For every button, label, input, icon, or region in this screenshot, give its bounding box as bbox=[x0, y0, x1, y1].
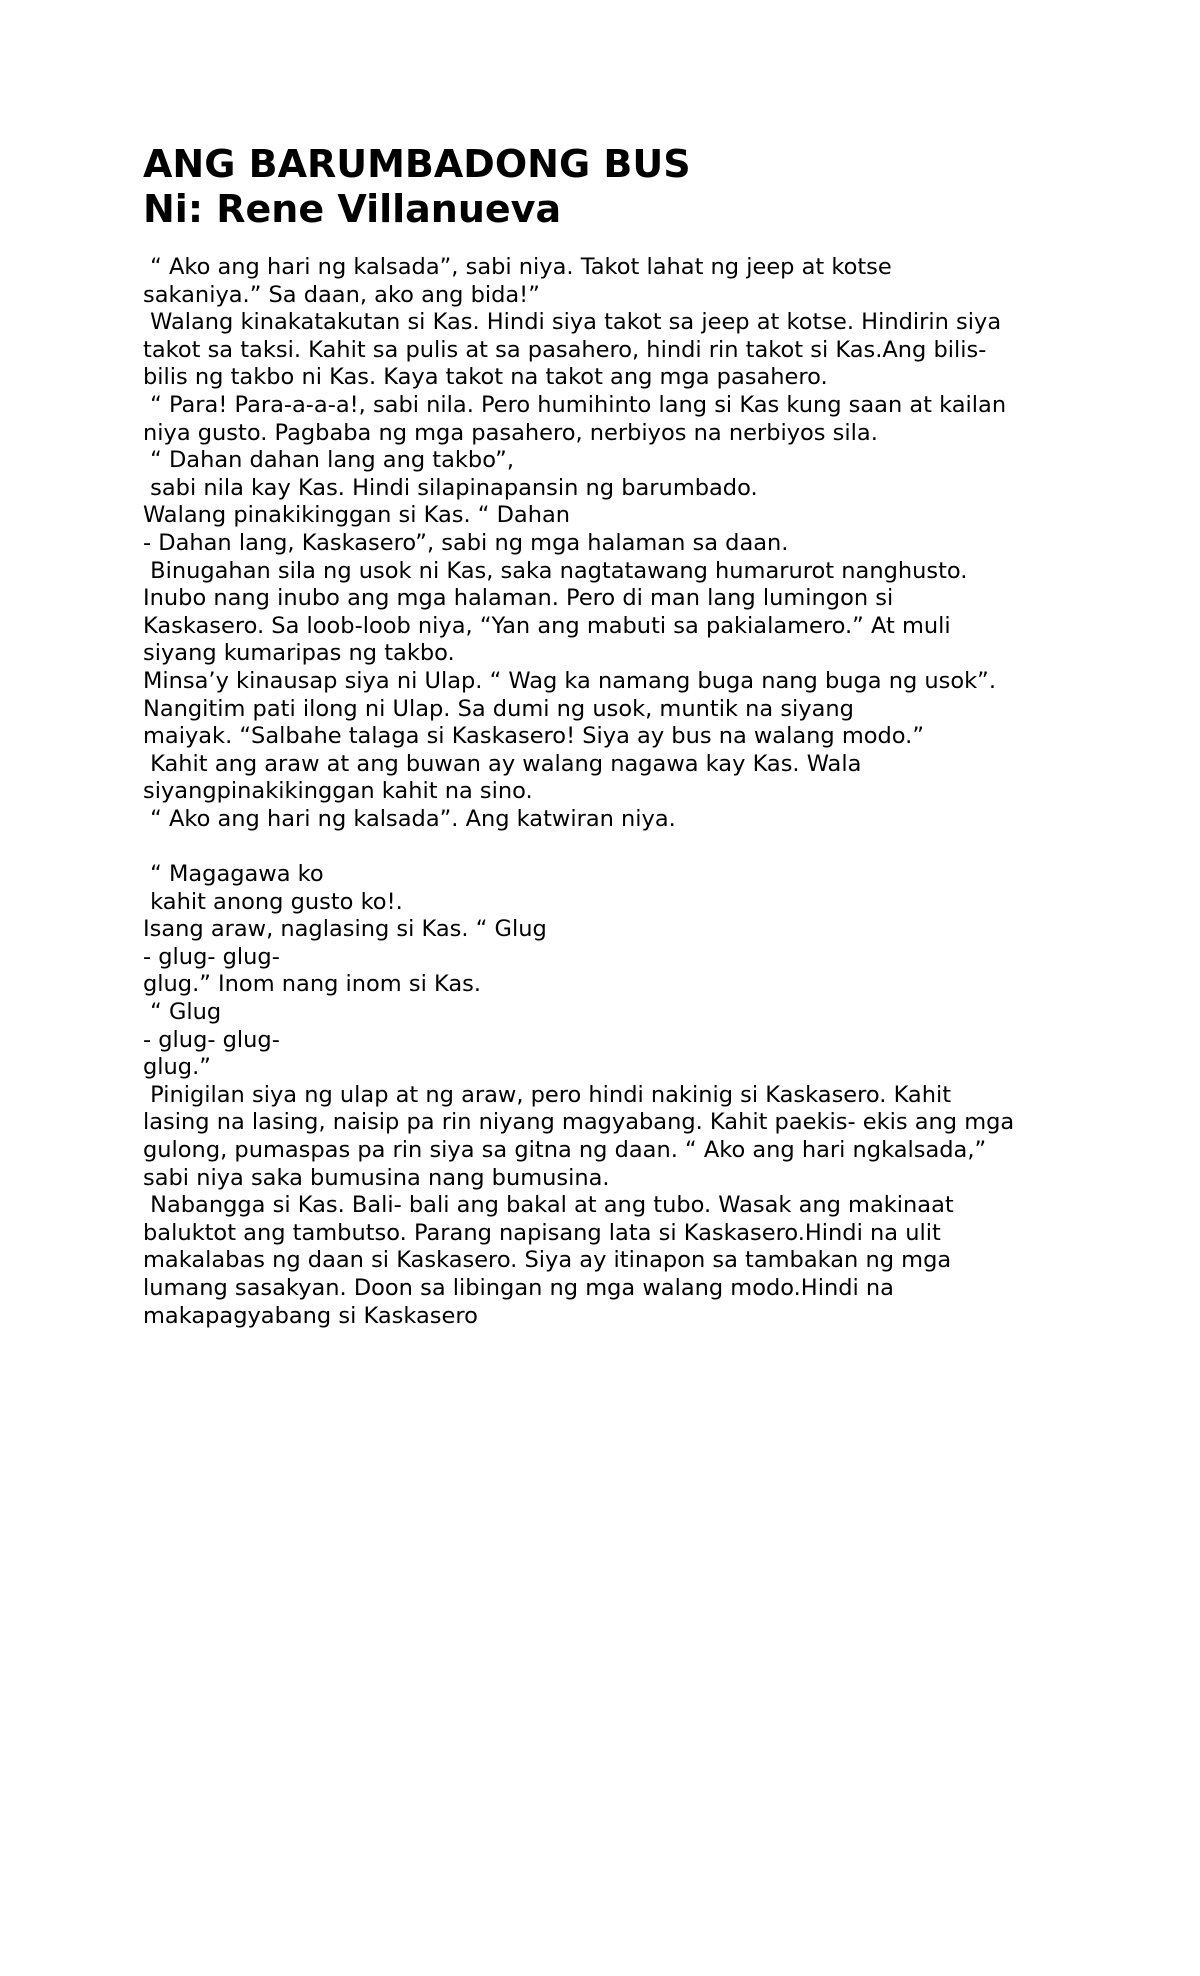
story-line: glug.” Inom nang inom si Kas. bbox=[143, 971, 482, 998]
title-line: ANG BARUMBADONG BUS bbox=[143, 142, 691, 186]
story-line: - glug- glug- bbox=[143, 1026, 280, 1053]
story-line: siyangpinakikinggan kahit na sino. bbox=[143, 778, 533, 805]
author-line: Ni: Rene Villanueva bbox=[143, 187, 562, 231]
story-line: takot sa taksi. Kahit sa pulis at sa pasahero, hindi rin takot si Kas.Ang bilis- bbox=[143, 336, 987, 363]
story-line: “ Para! Para-a-a-a!, sabi nila. Pero humihinto lang si Kas kung saan at kailan bbox=[143, 391, 1007, 418]
story-line: “ Magagawa ko bbox=[143, 861, 324, 888]
story-line: sakaniya.” Sa daan, ako ang bida!” bbox=[143, 281, 540, 308]
story-line: “ Ako ang hari ng kalsada”, sabi niya. Takot lahat ng jeep at kotse bbox=[143, 254, 892, 280]
story-line: lumang sasakyan. Doon sa libingan ng mga walang modo.Hindi na bbox=[143, 1274, 894, 1301]
story-line: Nangitim pati ilong ni Ulap. Sa dumi ng usok, muntik na siyang bbox=[143, 695, 854, 722]
story-line: siyang kumaripas ng takbo. bbox=[143, 640, 455, 667]
story-line: kahit anong gusto ko!. bbox=[143, 888, 403, 915]
story-line: - glug- glug- bbox=[143, 943, 280, 970]
story-line: “ Dahan dahan lang ang takbo”, bbox=[143, 447, 514, 474]
story-line: makalabas ng daan si Kaskasero. Siya ay itinapon sa tambakan ng mga bbox=[143, 1247, 952, 1274]
story-line: bilis ng takbo ni Kas. Kaya takot na takot ang mga pasahero. bbox=[143, 364, 828, 391]
story-line: Walang pinakikinggan si Kas. “ Dahan bbox=[143, 502, 571, 529]
story-line: Walang kinakatakutan si Kas. Hindi siya takot sa jeep at kotse. Hindirin siya bbox=[143, 309, 1002, 336]
story-line: sabi niya saka bumusina nang bumusina. bbox=[143, 1164, 610, 1191]
story-line: Kaskasero. Sa loob-loob niya, “Yan ang mabuti sa pakialamero.” At muli bbox=[143, 612, 951, 639]
story-line: makapagyabang si Kaskasero bbox=[143, 1302, 478, 1329]
story-line: baluktot ang tambutso. Parang napisang lata si Kaskasero.Hindi na ulit bbox=[143, 1219, 941, 1246]
story-line: gulong, pumaspas pa rin siya sa gitna ng daan. “ Ako ang hari ngkalsada,” bbox=[143, 1137, 987, 1163]
document-page bbox=[143, 142, 1083, 1330]
story-line: Kahit ang araw at ang buwan ay walang nagawa kay Kas. Wala bbox=[143, 750, 862, 777]
story-line bbox=[143, 833, 1083, 861]
story-line: Minsa’y kinausap siya ni Ulap. “ Wag ka namang buga nang buga ng usok”. bbox=[143, 667, 996, 694]
story-line: “ Ako ang hari ng kalsada”. Ang katwiran niya. bbox=[143, 805, 676, 832]
story-line: Inubo nang inubo ang mga halaman. Pero di man lang lumingon si bbox=[143, 585, 894, 612]
story-line: lasing na lasing, naisip pa rin niyang magyabang. Kahit paekis- ekis ang mga bbox=[143, 1109, 1015, 1136]
document-title bbox=[143, 142, 1083, 232]
story-line: glug.” bbox=[143, 1054, 211, 1081]
story-line: Isang araw, naglasing si Kas. “ Glug bbox=[143, 916, 547, 943]
story-line: Nabangga si Kas. Bali- bali ang bakal at ang tubo. Wasak ang makinaat bbox=[143, 1192, 954, 1219]
story-line: “ Glug bbox=[143, 999, 222, 1026]
story-line: - Dahan lang, Kaskasero”, sabi ng mga halaman sa daan. bbox=[143, 529, 789, 556]
story-line: sabi nila kay Kas. Hindi silapinapansin ng barumbado. bbox=[143, 474, 758, 501]
story-body bbox=[143, 254, 1083, 1330]
story-line: niya gusto. Pagbaba ng mga pasahero, nerbiyos na nerbiyos sila. bbox=[143, 419, 878, 446]
story-line: maiyak. “Salbahe talaga si Kaskasero! Siya ay bus na walang modo.” bbox=[143, 723, 924, 750]
story-line: Pinigilan siya ng ulap at ng araw, pero hindi nakinig si Kaskasero. Kahit bbox=[143, 1081, 952, 1108]
story-line: Binugahan sila ng usok ni Kas, saka nagtatawang humarurot nanghusto. bbox=[143, 557, 968, 584]
